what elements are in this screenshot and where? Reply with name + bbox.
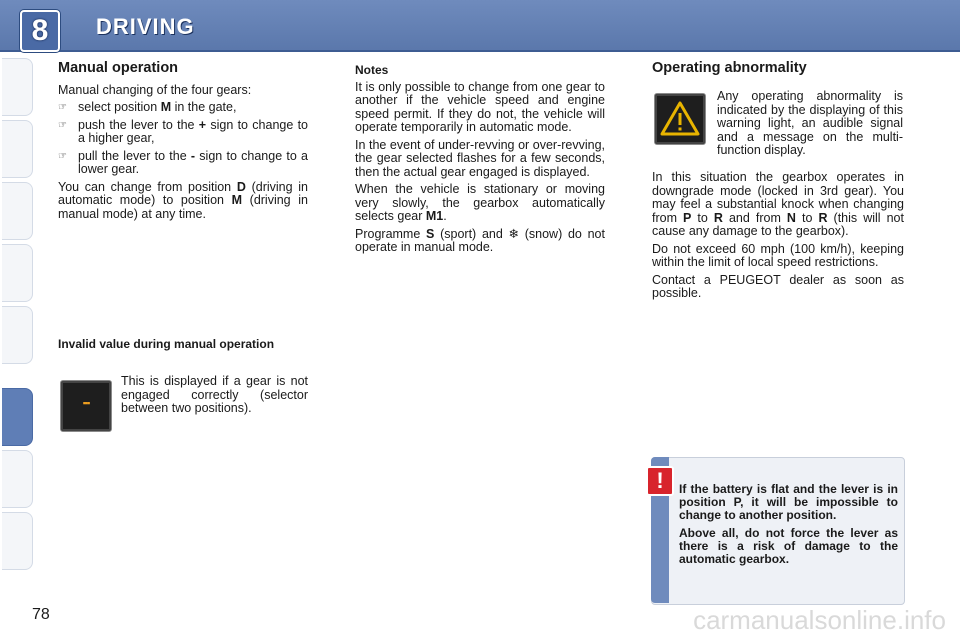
chapter-tab[interactable] [2, 306, 33, 364]
exclamation-icon: ! [646, 466, 674, 496]
abnormality-paragraph: Do not exceed 60 mph (100 km/h), keeping within the limit of local speed restrictions. [652, 241, 904, 269]
pointing-hand-icon: ☞ [58, 150, 67, 162]
chapter-tab[interactable] [2, 182, 33, 240]
chapter-tab[interactable] [2, 512, 33, 570]
notes-paragraph: In the event of under-revving or over-revving, the gear selected flashes for a few seconds, then the actual gear engaged is displayed. [355, 137, 605, 179]
watermark: carmanualsonline.info [693, 605, 946, 635]
invalid-gear-dots: ▪▪▪ [82, 398, 90, 408]
abnormality-section [652, 62, 904, 84]
warning-triangle-icon [655, 94, 705, 144]
chapter-tabs [0, 58, 34, 578]
notice-text [679, 483, 898, 571]
invalid-value-heading: Invalid value during manual operation [58, 337, 275, 351]
chapter-tab[interactable] [2, 120, 33, 178]
warning-light-icon [654, 93, 706, 145]
chapter-tab[interactable] [2, 244, 33, 302]
abnormality-paragraph: In this situation the gearbox operates in downgrade mode (locked in 3rd gear). You may feel a substantial knock when changing from P to R and from N to R (this will not cause any damage to the gearbox). [652, 170, 904, 238]
chapter-tab[interactable] [2, 58, 33, 116]
abnormality-intro: Any operating abnormality is indicated by the displaying of this warning light, an audible signal and a message on the multi-function display. [717, 89, 903, 157]
page-number: 78 [32, 606, 50, 623]
invalid-value-text: This is displayed if a gear is not engaged correctly (selector between two positions). [121, 374, 308, 415]
list-item: ☞ select position M in the gate, [58, 100, 237, 114]
notes-paragraph: When the vehicle is stationary or moving very slowly, the gearbox automatically selects gear M1. [355, 182, 605, 223]
abnormality-paragraph: Contact a PEUGEOT dealer as soon as possible. [652, 272, 904, 300]
gear-display-icon [60, 380, 112, 432]
pointing-hand-icon: ☞ [58, 119, 67, 131]
list-item: ☞ pull the lever to the - sign to change to a lower gear. [58, 148, 308, 176]
notice-paragraph: If the battery is flat and the lever is in position P, it will be impossible to change to another position. [679, 482, 898, 522]
chapter-tab-active[interactable] [2, 388, 33, 446]
header-divider [0, 50, 960, 52]
notes-heading: Notes [355, 63, 389, 77]
manual-operation-intro: Manual changing of the four gears: [58, 82, 252, 97]
notes-paragraph: Programme S (sport) and ❄ (snow) do not operate in manual mode. [355, 226, 605, 254]
pointing-hand-icon: ☞ [58, 102, 67, 113]
snow-icon: ❄ [508, 226, 520, 241]
abnormality-body [652, 171, 904, 305]
manual-operation-section [58, 62, 308, 225]
abnormality-heading: Operating abnormality [652, 60, 807, 76]
list-item: ☞ push the lever to the + sign to change to a higher gear, [58, 117, 308, 145]
chapter-title: DRIVING [96, 14, 195, 39]
notes-section [355, 64, 605, 259]
chapter-tab[interactable] [2, 450, 33, 508]
chapter-number-badge: 8 [20, 10, 60, 52]
notes-paragraph: It is only possible to change from one gear to another if the vehicle speed and engine speed permit. If they do not, the vehicle will operate temporarily in automatic mode. [355, 79, 605, 134]
notice-paragraph: Above all, do not force the lever as there is a risk of damage to the automatic gearbox. [679, 526, 898, 566]
mode-change-text: You can change from position D (driving in automatic mode) to position M (driving in manual mode) at any time. [58, 179, 308, 221]
manual-operation-heading: Manual operation [58, 60, 179, 76]
invalid-value-section [58, 338, 288, 355]
